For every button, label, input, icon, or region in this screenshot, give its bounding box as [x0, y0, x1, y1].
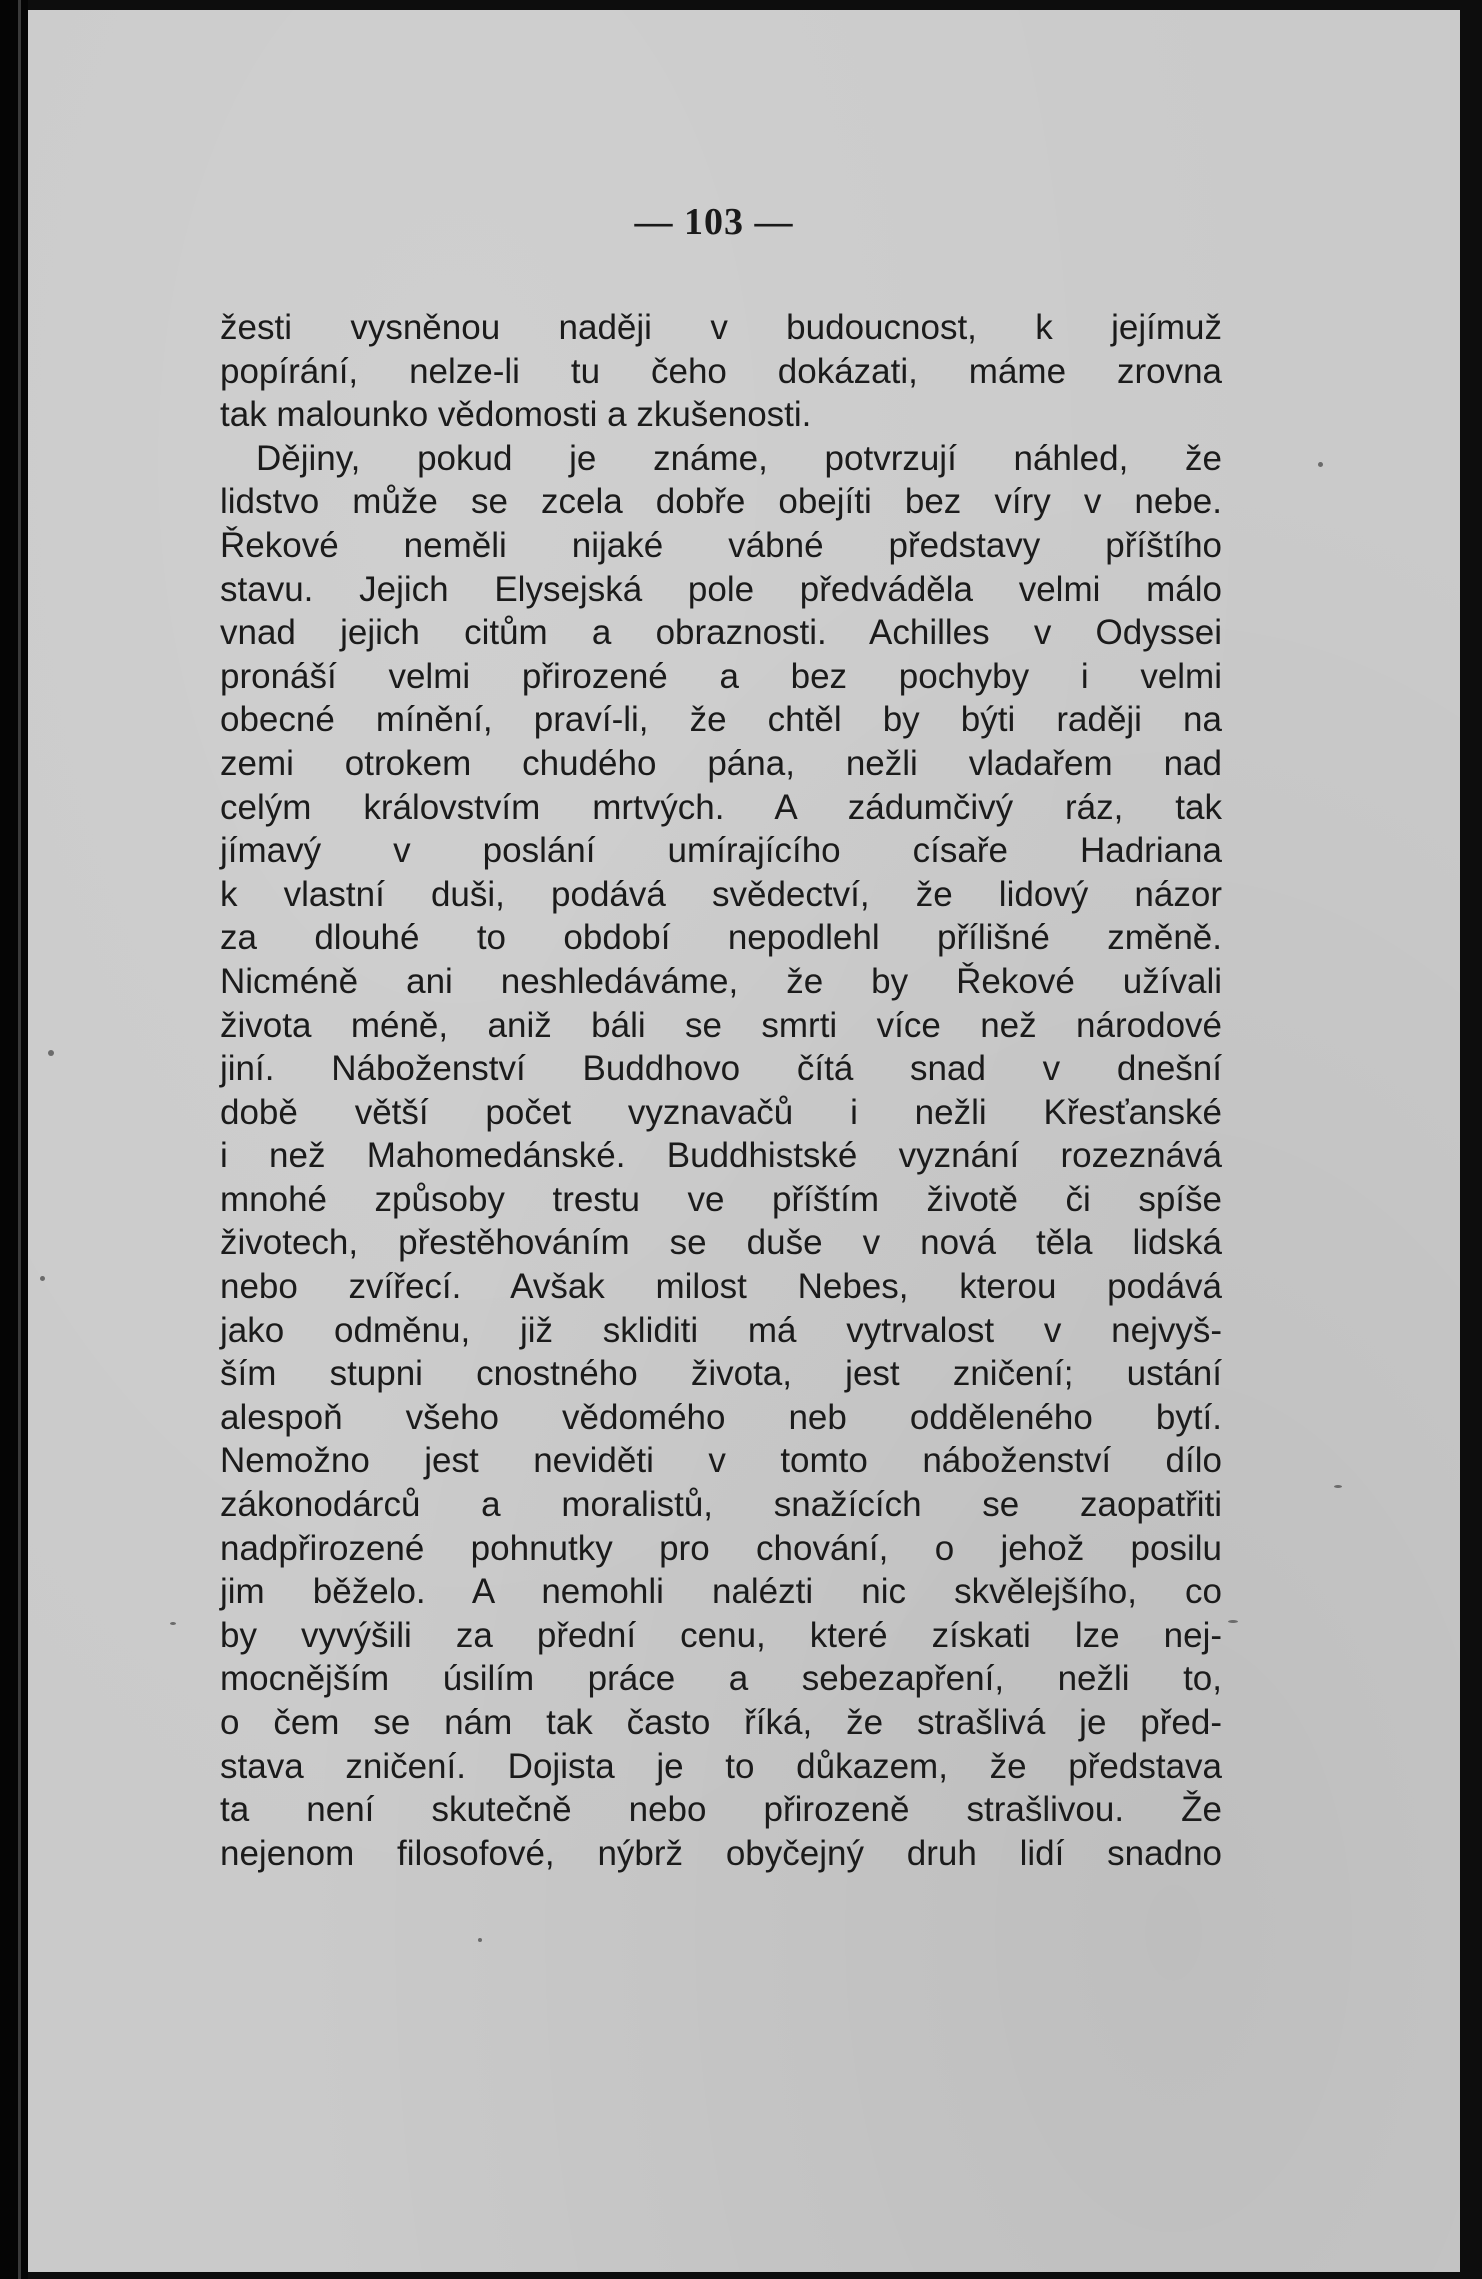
text-line: obecné mínění, praví-li, že chtěl by býti raději na	[220, 700, 1222, 740]
text-line: jim běželo. A nemohli nalézti nic skvělejšího, co	[220, 1572, 1222, 1612]
page-number: — 103 —	[634, 201, 794, 243]
text-line: alespoň všeho vědomého neb odděleného bytí.	[220, 1397, 1222, 1437]
text-line: jímavý v poslání umírajícího císaře Hadriana	[220, 831, 1222, 871]
text-line: Řekové neměli nijaké vábné představy příštího	[220, 525, 1222, 565]
text-line: jako odměnu, již skliditi má vytrvalost v nejvyš-	[220, 1310, 1222, 1350]
text-line: Nicméně ani neshledáváme, že by Řekové užívali	[220, 961, 1222, 1001]
text-line: o čem se nám tak často říká, že strašlivá je před-	[220, 1703, 1222, 1742]
text-line: době větší počet vyznavačů i nežli Křesťanské	[220, 1092, 1222, 1132]
text-line: života méně, aniž báli se smrti více než národové	[220, 1005, 1222, 1045]
text-line: Nemožno jest neviděti v tomto náboženství dílo	[220, 1441, 1222, 1481]
scan-left-edge	[0, 0, 28, 2279]
text-line: nejenom filosofové, nýbrž obyčejný druh lidí snadno	[220, 1833, 1222, 1873]
text-line: za dlouhé to období nepodlehl přílišné změně.	[220, 918, 1222, 958]
text-line: ším stupni cnostného života, jest zničení; ustání	[220, 1354, 1222, 1394]
text-line: vnad jejich citům a obraznosti. Achilles v Odyssei	[220, 613, 1222, 653]
text-line: i než Mahomedánské. Buddhistské vyznání rozeznává	[220, 1136, 1222, 1176]
text-line: popírání, nelze-li tu čeho dokázati, máme zrovna	[220, 351, 1222, 391]
text-line: nebo zvířecí. Avšak milost Nebes, kterou podává	[220, 1267, 1222, 1307]
text-line: zemi otrokem chudého pána, nežli vladařem nad	[220, 743, 1222, 783]
scan-speck	[170, 1622, 176, 1625]
body-text	[220, 306, 1222, 1875]
text-line: jiní. Náboženství Buddhovo čítá snad v dnešní	[220, 1049, 1222, 1089]
book-page	[28, 10, 1460, 2272]
scan-speck	[1318, 462, 1323, 467]
text-line: stava zničení. Dojista je to důkazem, že představa	[220, 1746, 1222, 1786]
scan-speck	[478, 1938, 482, 1942]
text-line: ta není skutečně nebo přirozeně strašlivou. Že	[220, 1790, 1222, 1830]
scan-speck	[40, 1276, 45, 1281]
text-line: tak malounko vědomosti a zkušenosti.	[220, 395, 812, 435]
scan-speck	[48, 1050, 54, 1056]
scan-speck	[1334, 1485, 1342, 1488]
text-line: lidstvo může se zcela dobře obejíti bez víry v nebe.	[220, 482, 1222, 522]
text-line: Dějiny, pokud je známe, potvrzují náhled, že	[256, 438, 1222, 478]
scan-edge-line	[18, 0, 21, 2279]
text-line: nadpřirozené pohnutky pro chování, o jehož posilu	[220, 1528, 1222, 1568]
text-line: stavu. Jejich Elysejská pole předváděla velmi málo	[220, 569, 1222, 609]
text-line: pronáší velmi přirozené a bez pochyby i velmi	[220, 656, 1222, 696]
text-line: mnohé způsoby trestu ve příštím životě či spíše	[220, 1179, 1222, 1219]
text-line: k vlastní duši, podává svědectví, že lidový názor	[220, 874, 1222, 914]
text-line: životech, přestěhováním se duše v nová těla lidská	[220, 1223, 1222, 1263]
text-line: žesti vysněnou naději v budoucnost, k jejímuž	[220, 308, 1222, 347]
text-line: by vyvýšili za přední cenu, které získati lze nej-	[220, 1615, 1222, 1655]
scan-speck	[1228, 1620, 1238, 1623]
text-line: zákonodárců a moralistů, snažících se zaopatřiti	[220, 1485, 1222, 1525]
text-line: mocnějším úsilím práce a sebezapření, nežli to,	[220, 1659, 1222, 1699]
text-line: celým královstvím mrtvých. A zádumčivý ráz, tak	[220, 787, 1222, 827]
